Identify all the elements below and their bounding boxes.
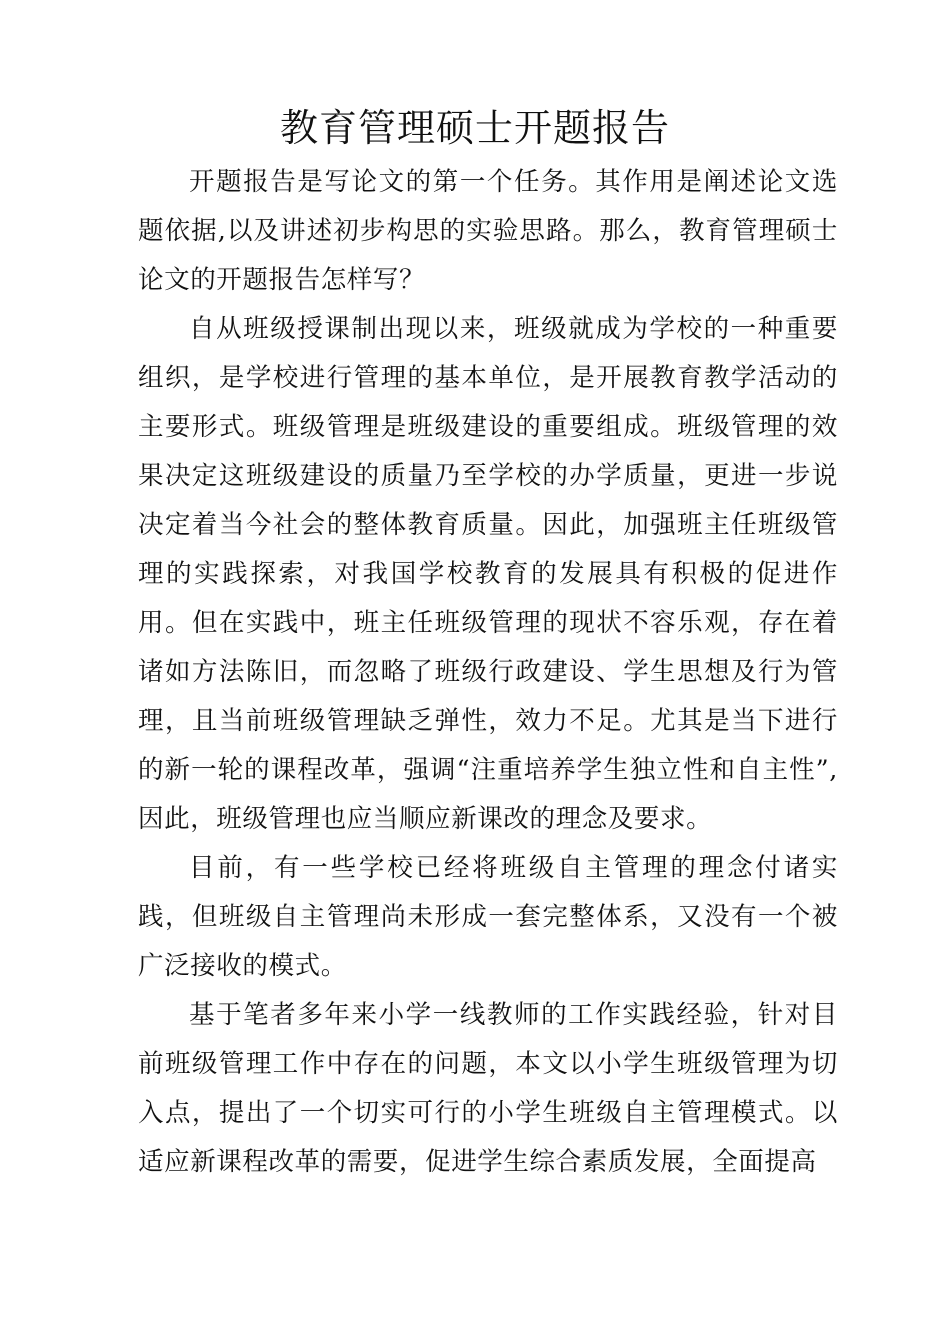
paragraph-background: 自从班级授课制出现以来，班级就成为学校的一种重要组织，是学校进行管理的基本单位，是开展教育教学活动的主要形式。班级管理是班级建设的重要组成。班级管理的效果决定这班级建设的质量乃至学校的办学质量，更进一步说决定着当今社会的整体教育质量。因此，加强班主任班级管理的实践探索，对我国学校教育的发展具有积极的促进作用。但在实践中，班主任班级管理的现状不容乐观，存在着诸如方法陈旧，而忽略了班级行政建设、学生思想及行为管理，且当前班级管理缺乏弹性，效力不足。尤其是当下进行的新一轮的课程改革，强调“注重培养学生独立性和自主性”,因此，班级管理也应当顺应新课改的理念及要求。 — [138, 314, 838, 834]
paragraph-research-basis: 基于笔者多年来小学一线教师的工作实践经验，针对目前班级管理工作中存在的问题，本文以小学生班级管理为切入点，提出了一个切实可行的小学生班级自主管理模式。以适应新课程改革的需要，促进学生综合素质发展，全面提高 — [138, 1000, 838, 1177]
document-title: 教育管理硕士开题报告 — [279, 106, 670, 150]
document-body — [138, 158, 838, 1187]
paragraph-intro: 开题报告是写论文的第一个任务。其作用是阐述论文选题依据,以及讲述初步构思的实验思路。那么，教育管理硕士论文的开题报告怎样写？ — [138, 167, 838, 295]
paragraph-current-status: 目前，有一些学校已经将班级自主管理的理念付诸实践，但班级自主管理尚未形成一套完整体系，又没有一个被广泛接收的模式。 — [138, 853, 838, 981]
